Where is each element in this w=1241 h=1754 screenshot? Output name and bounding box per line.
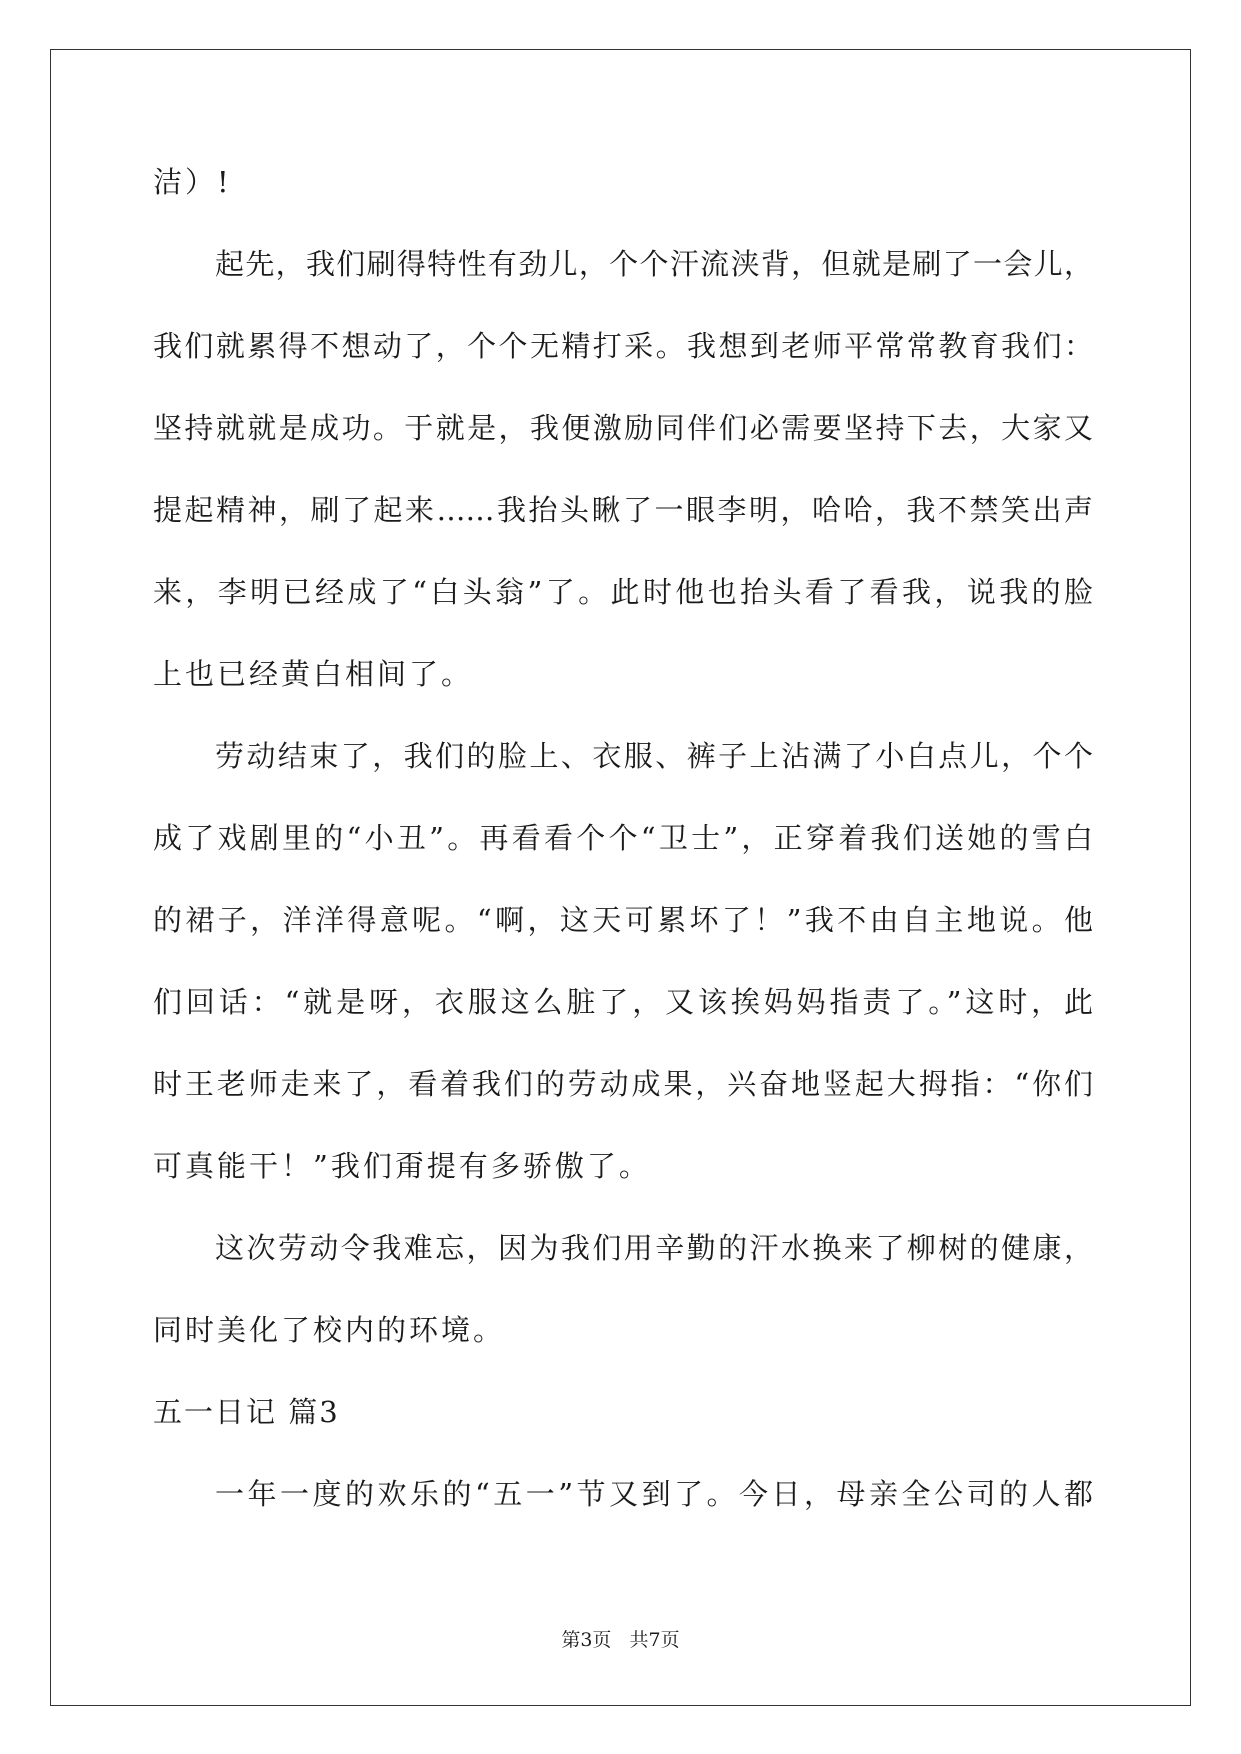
- text-line: 坚持就就是成功。于就是，我便激励同伴们必需要坚持下去，大家又: [153, 411, 1093, 445]
- text-line: 上也已经黄白相间了。: [153, 657, 474, 691]
- paragraph-first-line: 起先，我们刷得特性有劲儿，个个汗流浃背，但就是刷了一会儿，: [215, 247, 1093, 281]
- paragraph-first-line: 这次劳动令我难忘，因为我们用辛勤的汗水换来了柳树的健康，: [215, 1231, 1093, 1265]
- section-heading: 五一日记 篇3: [153, 1395, 340, 1429]
- document-body: [153, 162, 1093, 1556]
- page-footer: [0, 1625, 1241, 1652]
- page-number: 第3页 共7页: [561, 1629, 680, 1651]
- text-line: 提起精神，刷了起来……我抬头瞅了一眼李明，哈哈，我不禁笑出声: [153, 493, 1093, 527]
- text-line: 的裙子，洋洋得意呢。“啊，这天可累坏了！”我不由自主地说。他: [153, 903, 1093, 937]
- text-line: 可真能干！”我们甭提有多骄傲了。: [153, 1149, 651, 1183]
- text-line: 时王老师走来了，看着我们的劳动成果，兴奋地竖起大拇指：“你们: [153, 1067, 1093, 1101]
- text-line: 来，李明已经成了“白头翁”了。此时他也抬头看了看我，说我的脸: [153, 575, 1093, 609]
- paragraph-first-line: 一年一度的欢乐的“五一”节又到了。今日，母亲全公司的人都: [215, 1477, 1093, 1511]
- text-line: 同时美化了校内的环境。: [153, 1313, 506, 1347]
- paragraph-first-line: 劳动结束了，我们的脸上、衣服、裤子上沾满了小白点儿，个个: [215, 739, 1093, 773]
- text-line: 成了戏剧里的“小丑”。再看看个个“卫士”，正穿着我们送她的雪白: [153, 821, 1093, 855]
- text-line: 我们就累得不想动了，个个无精打采。我想到老师平常常教育我们：: [153, 329, 1093, 363]
- text-line: 们回话：“就是呀，衣服这么脏了，又该挨妈妈指责了。”这时，此: [153, 985, 1093, 1019]
- text-line: 洁）!: [153, 165, 232, 199]
